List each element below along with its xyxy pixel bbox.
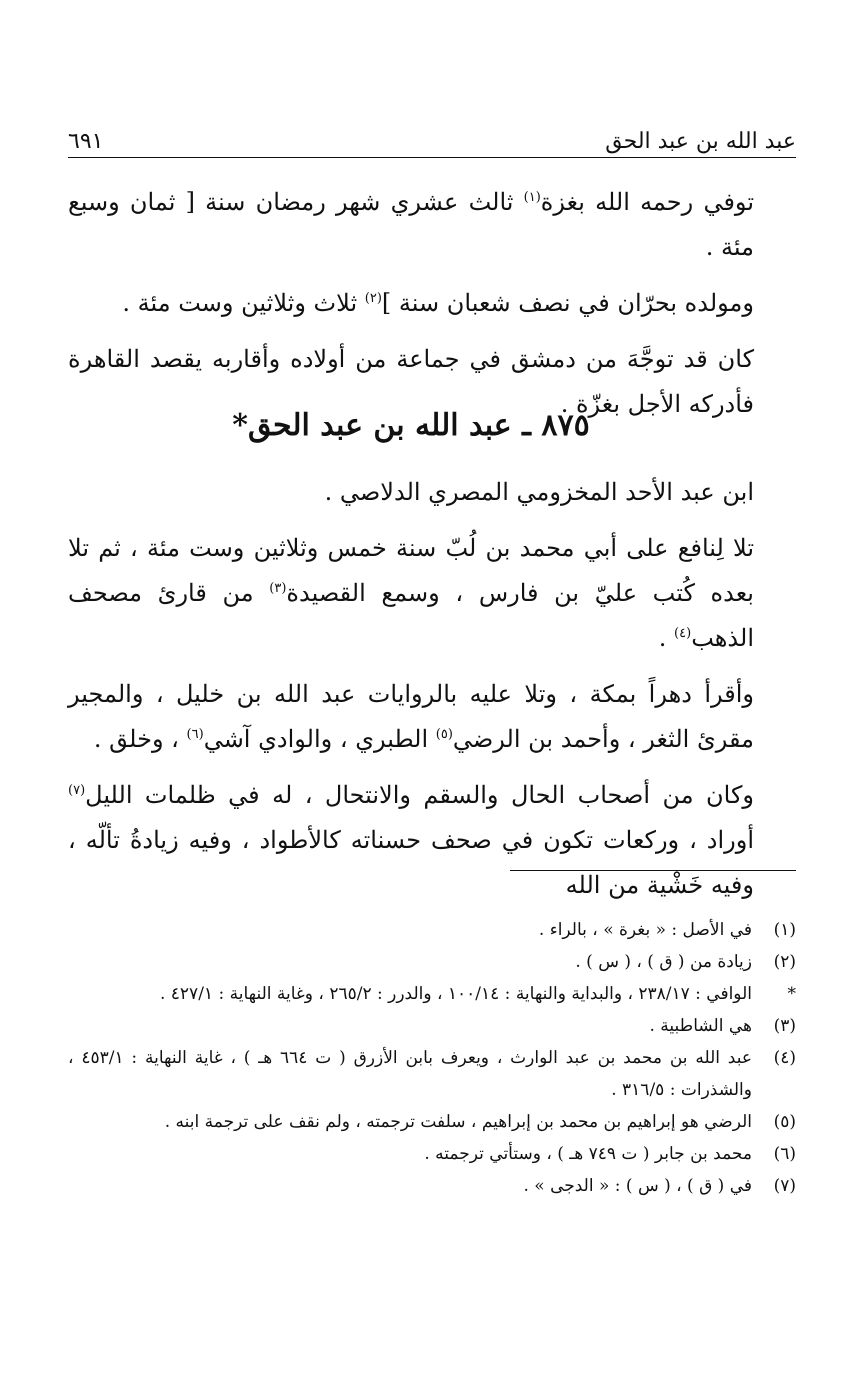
footnote (68, 1106, 796, 1138)
footnote-number: (٣) (773, 1016, 796, 1036)
footnote-number: (٧) (773, 1176, 796, 1196)
footnote (68, 1042, 796, 1106)
footnote (68, 1170, 796, 1202)
entry-heading: ٨٧٥ ـ عبد الله بن عبد الحق* (232, 408, 590, 443)
footnote-ref-7: (٧) (68, 783, 86, 798)
footnote (68, 914, 796, 946)
footnote-divider (510, 870, 796, 871)
footnote-ref-5: (٥) (435, 727, 453, 742)
footnote-text: هي الشاطبية . (649, 1016, 752, 1036)
header-divider (68, 157, 796, 158)
footnote-number: * (787, 984, 796, 1004)
previous-entry-text (68, 180, 754, 438)
page-number: ٦٩١ (68, 129, 104, 154)
footnote-number: (٢) (773, 952, 796, 972)
footnote-text: الرضي هو إبراهيم بن محمد بن إبراهيم ، سلفت ترجمته ، ولم نقف على ترجمة ابنه . (164, 1112, 752, 1132)
footnote-number: (١) (773, 920, 796, 940)
paragraph-journey: كان قد توجَّهَ من دمشق في جماعة من أولاده وأقاربه يقصد القاهرة فأدركه الأجل بغزّة . (68, 345, 754, 418)
footnote-number: (٤) (773, 1048, 796, 1068)
footnote (68, 1010, 796, 1042)
paragraph-birth: ومولده بحرّان في نصف شعبان سنة ]$^{(٢)}$ ثلاث وثلاثين وست مئة . (122, 289, 754, 317)
footnote-ref-3: (٣) (269, 581, 287, 596)
footnote-text: عبد الله بن محمد بن عبد الوارث ، ويعرف بابن الأزرق ( ت ٦٦٤ هـ ) ، غاية النهاية : ٤٥٣/١ ، والشذرات : ٣١٦/٥ . (68, 1048, 753, 1100)
paragraph-death: توفي رحمه الله بغزة$^{(١)}$ ثالث عشري شهر رمضان سنة [ ثمان وسبع مئة . (68, 188, 754, 261)
footnote (68, 978, 796, 1010)
footnote-number: (٥) (773, 1112, 796, 1132)
footnote-ref-2: (٢) (364, 291, 382, 306)
footnote-text: في الأصل : « بغرة » ، بالراء . (538, 920, 752, 940)
footnote-text: زيادة من ( ق ) ، ( س ) . (575, 952, 752, 972)
footnote-text: في ( ق ) ، ( س ) : « الدجى » . (523, 1176, 752, 1196)
running-header (68, 118, 796, 154)
footnote-text: الوافي : ٢٣٨/١٧ ، والبداية والنهاية : ١٠٠/١٤ ، والدرر : ٢٦٥/٢ ، وغاية النهاية : ٤٢٧/١ . (159, 984, 752, 1004)
paragraph-teachers: تلا لِنافع على أبي محمد بن لُبّ سنة خمس وثلاثين وست مئة ، ثم تلا بعده كُتب عليّ بن فارس ، وسمع القصيدة$^{(٣)}$ من قارئ مصحف الذهب$^{(٤)}$ . (68, 534, 754, 652)
footnote-number: (٦) (773, 1144, 796, 1164)
paragraph-students: وأقرأ دهراً بمكة ، وتلا عليه بالروايات عبد الله بن خليل ، والمجير مقرئ الثغر ، وأحمد بن الرضي$^{(٥)}$ الطبري ، والوادي آشي$^{(٦)}$ ، وخلق . (68, 680, 754, 753)
paragraph-character: وكان من أصحاب الحال والسقم والانتحال ، له في ظلمات الليل$^{(٧)}$ أوراد ، وركعات تكون في صحف حسناته كالأطواد ، وفيه زيادةُ تألّه ، وفيه خَشْية من الله (68, 781, 754, 899)
footnote-ref-4: (٤) (674, 626, 692, 641)
footnote-ref-6: (٦) (186, 727, 204, 742)
header-title: عبد الله بن عبد الحق (605, 129, 796, 154)
entry-text (68, 470, 754, 919)
footnotes (68, 914, 796, 1202)
footnote (68, 1138, 796, 1170)
paragraph-lineage: ابن عبد الأحد المخزومي المصري الدلاصي . (324, 478, 754, 506)
footnote-text: محمد بن جابر ( ت ٧٤٩ هـ ) ، وستأتي ترجمته . (424, 1144, 752, 1164)
footnote-ref-1: (١) (523, 190, 541, 205)
footnote (68, 946, 796, 978)
